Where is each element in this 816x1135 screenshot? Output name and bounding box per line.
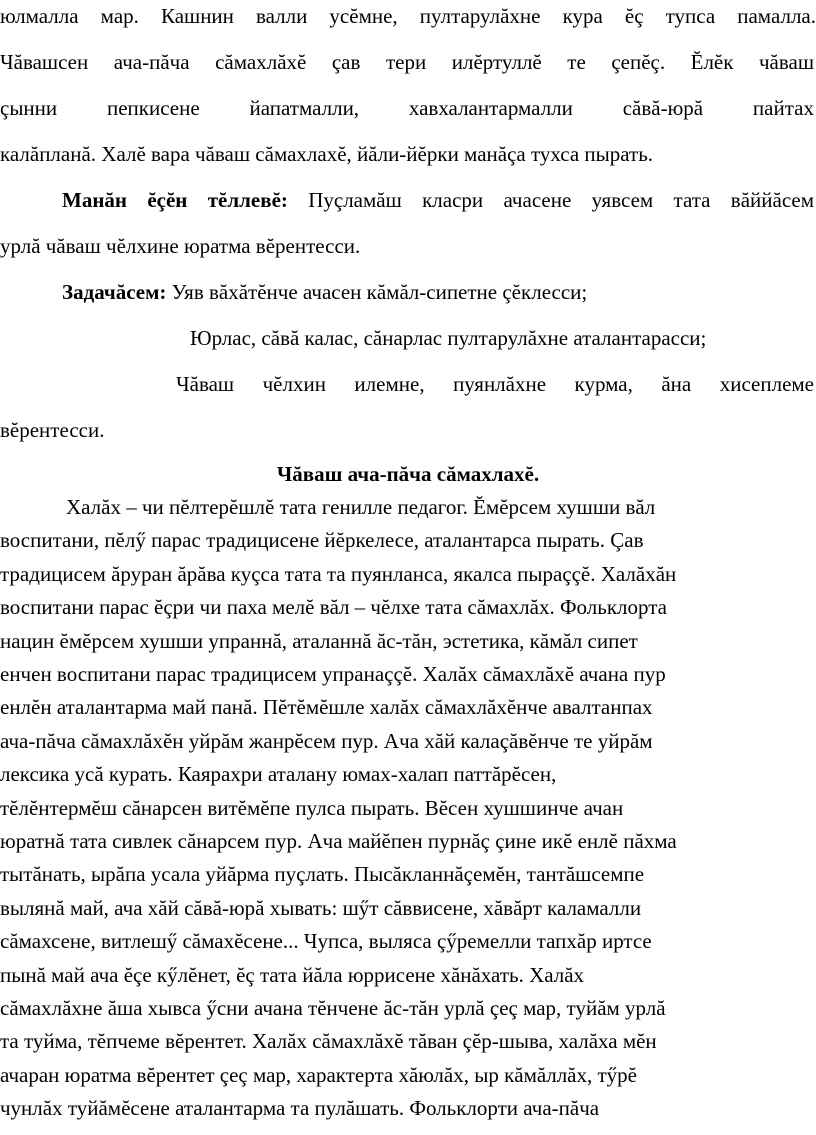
body-line: нацин ĕмĕрсем хушши упраннă, аталаннă ăс-тăн, эстетика, кăмăл сипет [0, 628, 638, 653]
body-line: традицисем ăруран ăрăва куçса тата та пуянланса, якалса пыраççĕ. Халăхăн [0, 561, 677, 586]
body-line: тĕлĕнтермĕш сăнарсен витĕмĕпе пулса пырать. Вĕсен хушшинче ачан [0, 795, 624, 820]
body-line: сăмахлăхне ăша хывса ӳсни ачана тĕнчене ăс-тăн урлă çеç мар, туйăм урлă [0, 996, 666, 1020]
tasks-label: Задачăсем: [62, 280, 167, 304]
body-line: енчен воспитани парас традицисем упранаççĕ. Халăх сăмахлăхĕ ачана пур [0, 662, 666, 686]
body-line: ачаран юратма вĕрентет çеç мар, характерта хăюлăх, ыр кăмăллăх, тӳрĕ [0, 1062, 638, 1087]
body-line: чунлăх туйăмĕсене аталантарма та пулăшать. Фольклорти ача-пăча [0, 1096, 600, 1121]
task-item: вĕрентесси. [0, 418, 105, 442]
body-line: ача-пăча сăмахлăхĕн уйрăм жанрĕсем пур. Ача хăй калаçăвĕнче те уйрăм [0, 728, 653, 753]
goal-line [62, 190, 814, 211]
body-line: воспитани, пĕлӳ парас традицисене йĕркелесе, аталантарса пырать. Çав [0, 528, 644, 553]
goal-text: Пуçламăш класри ачасене уявсем тата вăййăсем [308, 188, 815, 212]
goal-line: урлă чăваш чĕлхине юратма вĕрентесси. [0, 234, 361, 258]
body-line: Халăх – чи пĕлтерĕшлĕ тата генилле педагог. Ĕмĕрсем хушши вăл [66, 495, 656, 519]
body-line: сăмахсене, витлешӳ сăмахĕсене... Чупса, выляса çӳремелли тапхăр иртсе [0, 929, 652, 954]
body-line: енлĕн аталантарма май панă. Пĕтĕмĕшле халăх сăмахлăхĕнче авалтанпах [0, 695, 653, 720]
body-line: вылянă май, ача хăй сăвă-юрă хывать: шӳт сăввисене, хăвăрт каламалли [0, 895, 642, 920]
goal-label: Манăн ĕçĕн тĕллевĕ: [62, 188, 288, 212]
paragraph-line: калăпланă. Халĕ вара чăваш сăмахлахĕ, йăли-йĕрки манăçа тухса пырать. [0, 142, 654, 166]
body-line: пынă май ача ĕçе кӳлĕнет, ĕç тата йăла юррисене хăнăхать. Халăх [0, 962, 585, 987]
tasks-line [62, 282, 816, 303]
body-line: тытăнать, ырăпа усала уйăрма пуçлать. Пысăкланнăçемĕн, тантăшсемпе [0, 862, 645, 887]
paragraph-line-justified: çынни пепкисене йапатмалли, хавхалантармалли сăвă-юрă пайтах [0, 96, 814, 120]
task-item: Уяв вăхăтĕнче ачасен кăмăл-сипетне çĕклесси; [171, 280, 588, 304]
body-line: лексика усă курать. Каярахри аталану юмах-халап паттăрĕсен, [0, 762, 557, 787]
body-line: юратнă тата сивлек сăнарсем пур. Ача майĕпен пурнăç çине икĕ енлĕ пăхма [0, 829, 677, 853]
body-line: та туйма, тĕпчеме вĕрентет. Халăх сăмахлăхĕ тăван çĕр-шыва, халăха мĕн [0, 1029, 657, 1054]
task-item: Чăваш чĕлхин илемне, пуянлăхне курма, ăна хисеплеме [176, 372, 814, 396]
paragraph-line: юлмалла мар. Кашнин валли усĕмне, пултарулăхне кура ĕç тупса памалла. [0, 4, 816, 28]
task-item: Юрлас, сăвă калас, сăнарлас пултарулăхне аталантарасси; [190, 326, 707, 350]
paragraph-line: Чăвашсен ача-пăча сăмахлăхĕ çав тери илĕртуллĕ те çепĕç. Ĕлĕк чăваш [0, 50, 814, 74]
section-heading: Чăваш ача-пăча сăмахлахĕ. [276, 462, 540, 486]
body-line: воспитани парас ĕçри чи паха мелĕ вăл – чĕлхе тата сăмахлăх. Фольклорта [0, 595, 667, 620]
